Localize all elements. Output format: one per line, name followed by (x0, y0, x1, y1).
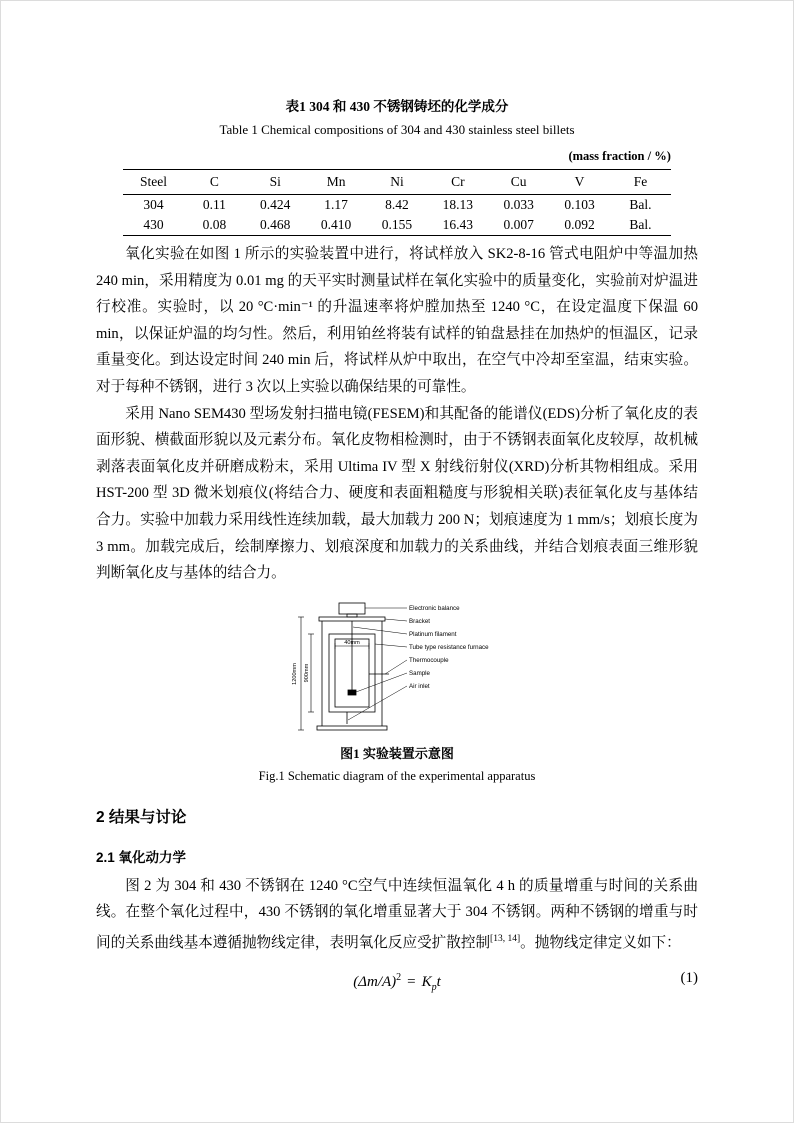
label-tube-furnace: Tube type resistance furnace (409, 643, 489, 651)
col-header-steel: Steel (123, 170, 184, 195)
table-cell: 0.468 (260, 217, 291, 232)
table-cell: 8.42 (385, 197, 409, 212)
table-cell: Bal. (629, 197, 652, 212)
table-row-304 (123, 195, 671, 216)
paragraph-oxidation-kinetics (96, 873, 698, 957)
label-air-inlet: Air inlet (409, 682, 430, 690)
bracket-shape (319, 617, 385, 621)
paragraph-oxidation-experiment: 氧化实验在如图 1 所示的实验装置中进行，将试样放入 SK2-8-16 管式电阻炉中等温加热 240 min，采用精度为 0.01 mg 的天平实时测量试样在氧化实验中的质量变化，实验前对炉温进行校准。实验时，以 20 °C·min⁻¹ 的升温速率将炉膛加热至 1240 °C，在设定温度下保温 60 min，以保证炉温的均匀性。然后，利用铂丝将装有试样的铂盘悬挂在加热炉的恒温区，记录重量变化。到达设定时间 240 min 后，将试样从炉中取出，在空气中冷却至室温，结束实验。对于每种不锈钢，进行 3 次以上实验以确保结果的可靠性。 (96, 246, 698, 395)
dimension-900mm: 900mm (304, 663, 310, 683)
table-cell: 18.13 (442, 197, 473, 212)
equation-equals: = (407, 974, 416, 991)
table-cell: 0.092 (564, 217, 595, 232)
equation-t: t (436, 974, 441, 991)
table-cell: Bal. (629, 217, 652, 232)
table-cell: 0.410 (320, 217, 352, 232)
composition-table (123, 169, 671, 236)
col-header-v: V (549, 170, 610, 195)
figure-1 (96, 600, 698, 785)
table-caption-en: Table 1 Chemical compositions of 304 and 430 stainless steel billets (219, 122, 575, 137)
base-plate-shape (317, 726, 387, 730)
table-cell: 0.103 (564, 197, 595, 212)
equation-1 (96, 967, 698, 999)
dimension-1200mm: 1200mm (292, 662, 298, 685)
p3-text-after: 。抛物线定律定义如下： (520, 934, 681, 951)
label-bracket: Bracket (409, 617, 430, 625)
figure-caption-zh: 图1 实验装置示意图 (340, 745, 454, 761)
table-cell: 430 (143, 217, 164, 232)
p3-text-before: 图 2 为 304 和 430 不锈钢在 1240 °C空气中连续恒温氧化 4 h 的质量增重与时间的关系曲线。在整个氧化过程中，430 不锈钢的氧化增重显著大于 304 不锈钢。两种不锈钢的增重与时间的关系曲线基本遵循抛物线定律，表明氧化反应受扩散控制 (96, 877, 698, 951)
equation-body (353, 972, 441, 994)
figure-caption-en: Fig.1 Schematic diagram of the experimental apparatus (258, 768, 536, 783)
label-platinum-filament: Platinum filament (409, 630, 457, 638)
table-cell: 0.033 (503, 197, 534, 212)
label-sample: Sample (409, 669, 430, 677)
equation-k-subscript: p (431, 982, 437, 994)
table-cell: 1.17 (324, 197, 348, 212)
citation-ref: [13, 14] (490, 933, 521, 944)
table-cell: 0.08 (202, 217, 227, 232)
electronic-balance-shape (339, 603, 365, 614)
apparatus-shapes (317, 603, 389, 730)
table-row-430 (123, 215, 671, 236)
col-header-mn: Mn (306, 170, 367, 195)
sample-shape (348, 690, 356, 695)
table-cell: 304 (143, 197, 164, 212)
equation-number: (1) (680, 970, 698, 987)
col-header-ni: Ni (367, 170, 428, 195)
table-cell: 0.424 (260, 197, 291, 212)
table-cell: 0.155 (381, 217, 413, 232)
table-header-row (123, 170, 671, 195)
table-cell: 0.007 (503, 217, 534, 232)
col-header-c: C (184, 170, 245, 195)
col-header-cu: Cu (488, 170, 549, 195)
label-electronic-balance: Electronic balance (409, 604, 460, 612)
col-header-cr: Cr (427, 170, 488, 195)
dimension-40mm: 40mm (344, 639, 360, 646)
equation-lhs: (Δm/A) (353, 974, 397, 991)
figure-labels (409, 605, 489, 690)
unit-note: (mass fraction / %) (568, 149, 671, 163)
section-heading-results: 2 结果与讨论 (96, 808, 187, 826)
table-cell: 0.11 (202, 197, 226, 212)
paragraph-characterization-methods: 采用 Nano SEM430 型场发射扫描电镜(FESEM)和其配备的能谱仪(EDS)分析了氧化皮的表面形貌、横截面形貌以及元素分布。氧化皮物相检测时，由于不锈钢表面氧化皮较厚，故机械剥落表面氧化皮并研磨成粉末，采用 Ultima IV 型 X 射线衍射仪(XRD)分析其物相组成。采用 HST-200 型 3D 微米划痕仪(将结合力、硬度和表面粗糙度与形貌相关联)表征氧化皮与基体结合力。实验中加载力采用线性连续加载，最大加载力 200 N；划痕速度为 1 mm/s；划痕长度为 3 mm。加载完成后，绘制摩擦力、划痕深度和加载力的关系曲线，并结合划痕表面三维形貌判断氧化皮与基体的结合力。 (96, 405, 698, 582)
equation-exponent: 2 (396, 972, 402, 984)
col-header-fe: Fe (610, 170, 671, 195)
balance-foot-shape (347, 614, 357, 617)
table-caption-zh: 表1 304 和 430 不锈钢铸坯的化学成分 (285, 99, 509, 114)
label-thermocouple: Thermocouple (409, 656, 449, 664)
leader-lines (348, 608, 407, 720)
apparatus-diagram (277, 600, 517, 738)
table-cell: 16.43 (442, 217, 473, 232)
equation-k: K (421, 974, 432, 991)
subsection-heading-kinetics: 2.1 氧化动力学 (96, 849, 187, 865)
col-header-si: Si (245, 170, 306, 195)
